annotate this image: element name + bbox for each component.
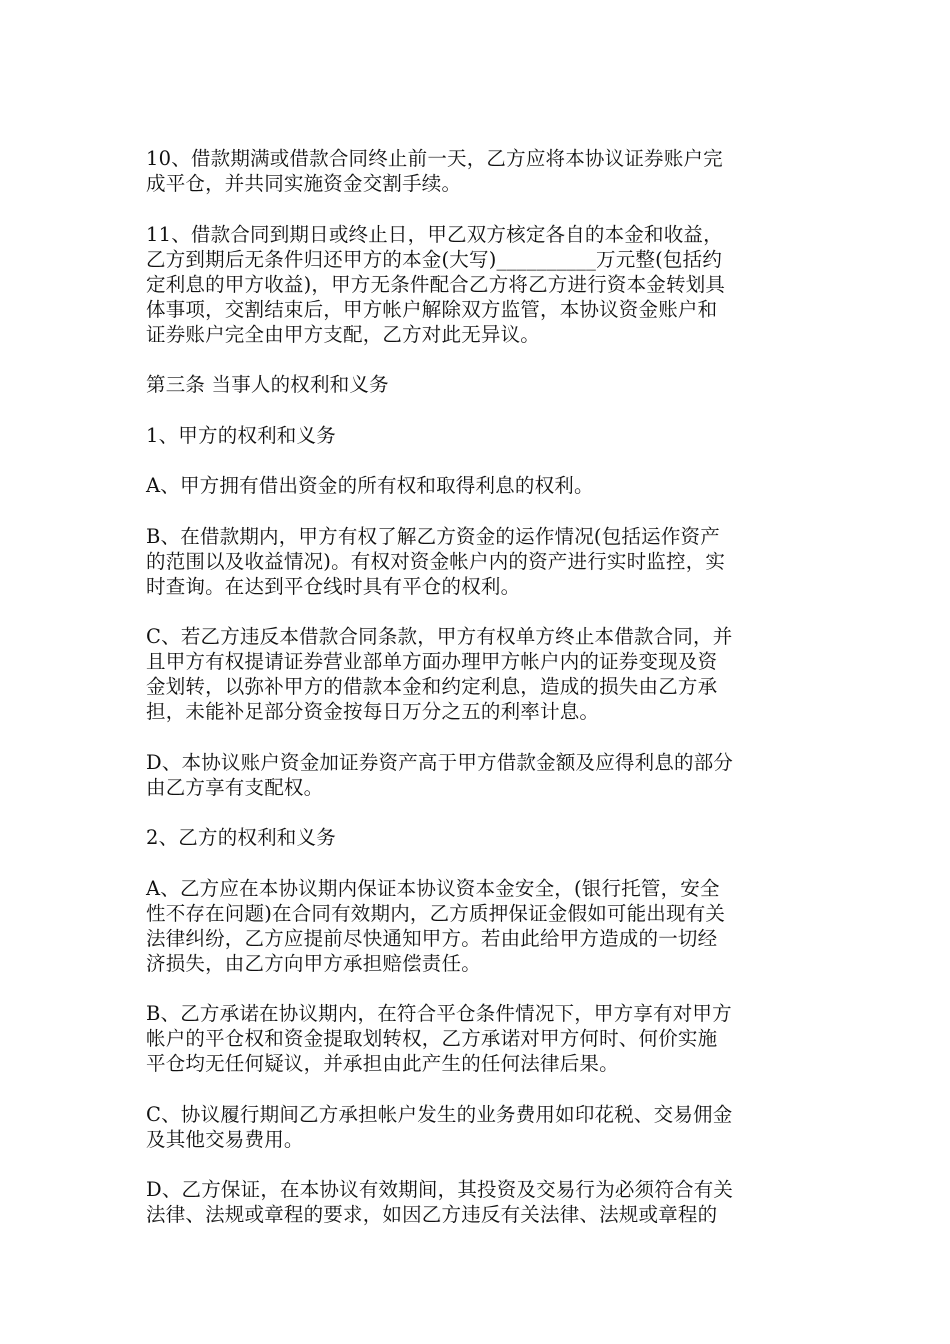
paragraph-section-1-heading xyxy=(146,423,808,448)
text-line: 体事项，交割结束后，甲方帐户解除双方监管，本协议资金账户和 xyxy=(146,297,718,321)
text-line: 成平仓，并共同实施资金交割手续。 xyxy=(146,172,462,195)
paragraph-party-a-item-c xyxy=(146,624,808,724)
text-line: A、乙方应在本协议期内保证本协议资本金安全，(银行托管，安全 xyxy=(146,876,720,900)
paragraph-party-a-item-d xyxy=(146,750,808,800)
text-line: 由乙方享有支配权。 xyxy=(146,775,324,799)
text-line: B、乙方承诺在协议期内，在符合平仓条件情况下，甲方享有对甲方 xyxy=(146,1002,732,1025)
paragraph-clause-10 xyxy=(146,146,808,196)
paragraph-party-b-item-a xyxy=(146,876,808,976)
text-line: 乙方到期后无条件归还甲方的本金(大写)__________万元整(包括约 xyxy=(146,247,723,271)
text-line: 法律纠纷，乙方应提前尽快通知甲方。若由此给甲方造成的一切经 xyxy=(146,926,718,950)
text-line: C、若乙方违反本借款合同条款，甲方有权单方终止本借款合同，并 xyxy=(146,625,733,648)
text-line: 济损失，由乙方向甲方承担赔偿责任。 xyxy=(146,951,481,975)
text-line: 及其他交易费用。 xyxy=(146,1127,304,1151)
text-line: C、协议履行期间乙方承担帐户发生的业务费用如印花税、交易佣金 xyxy=(146,1102,733,1126)
text-line: 时查询。在达到平仓线时具有平仓的权利。 xyxy=(146,574,521,598)
paragraph-clause-11 xyxy=(146,222,808,347)
text-line: D、本协议账户资金加证券资产高于甲方借款金额及应得利息的部分 xyxy=(146,750,734,774)
text-line: 平仓均无任何疑议，并承担由此产生的任何法律后果。 xyxy=(146,1052,619,1075)
text-line: 2、乙方的权利和义务 xyxy=(146,826,336,849)
paragraph-party-b-item-c xyxy=(146,1102,808,1152)
text-line: 担，未能补足部分资金按每日万分之五的利率计息。 xyxy=(146,700,600,723)
paragraph-article-3-heading xyxy=(146,372,808,397)
text-line: B、在借款期内，甲方有权了解乙方资金的运作情况(包括运作资产 xyxy=(146,524,720,548)
text-line: A、甲方拥有借出资金的所有权和取得利息的权利。 xyxy=(146,474,594,497)
text-line: 法律、法规或章程的要求，如因乙方违反有关法律、法规或章程的 xyxy=(146,1203,718,1226)
text-line: 证券账户完全由甲方支配，乙方对此无异议。 xyxy=(146,322,541,346)
text-line: 金划转，以弥补甲方的借款本金和约定利息，造成的损失由乙方承 xyxy=(146,675,718,698)
text-line: 1、甲方的权利和义务 xyxy=(146,423,336,447)
text-line: 且甲方有权提请证券营业部单方面办理甲方帐户内的证券变现及资 xyxy=(146,650,718,673)
paragraph-party-a-item-b xyxy=(146,524,808,599)
document-page xyxy=(146,146,808,1253)
text-line: 性不存在问题)在合同有效期内，乙方质押保证金假如可能出现有关 xyxy=(146,901,726,925)
text-line: 的范围以及收益情况)。有权对资金帐户内的资产进行实时监控，实 xyxy=(146,549,726,573)
text-line: 定利息的甲方收益)，甲方无条件配合乙方将乙方进行资本金转划具 xyxy=(146,272,726,296)
text-line: 10、借款期满或借款合同终止前一天，乙方应将本协议证券账户完 xyxy=(146,147,723,170)
text-line: D、乙方保证，在本协议有效期间，其投资及交易行为必须符合有关 xyxy=(146,1178,734,1201)
paragraph-party-b-item-b xyxy=(146,1001,808,1076)
paragraph-party-a-item-a xyxy=(146,473,808,498)
text-line: 11、借款合同到期日或终止日，甲乙双方核定各自的本金和收益， xyxy=(146,222,723,246)
text-line: 帐户的平仓权和资金提取划转权，乙方承诺对甲方何时、何价实施 xyxy=(146,1027,718,1050)
text-line: 第三条 当事人的权利和义务 xyxy=(146,373,389,396)
paragraph-party-b-item-d xyxy=(146,1177,808,1227)
paragraph-section-2-heading xyxy=(146,825,808,850)
